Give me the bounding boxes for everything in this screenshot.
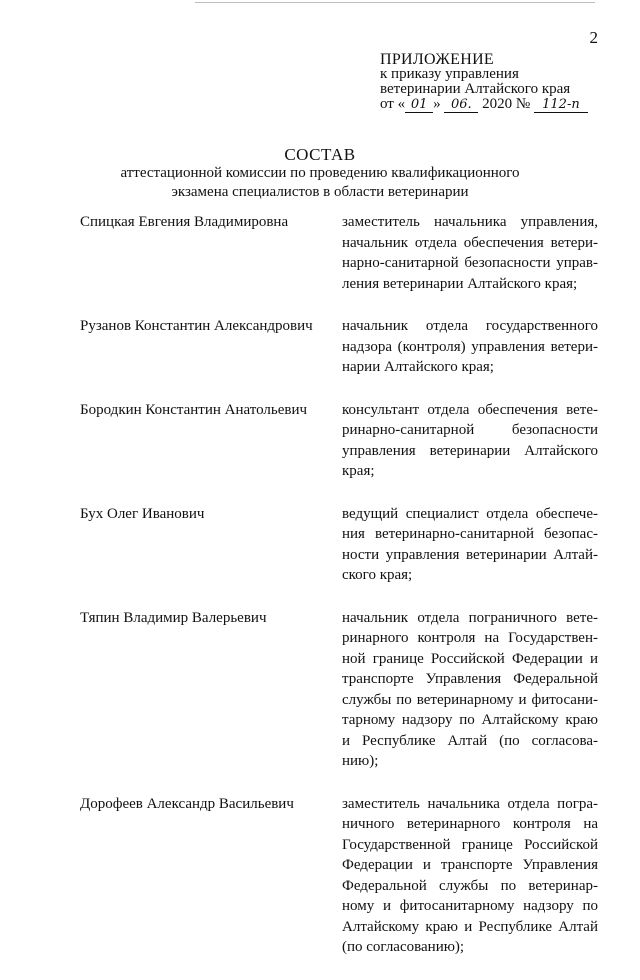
member-position-line: ния ветеринарно-санитарной безопас- [342, 526, 598, 542]
member-name: Бух Олег Иванович [80, 505, 205, 522]
appendix-line-2: ветеринарии Алтайского края [380, 81, 571, 97]
member-position-line: ной границе Российской Федерации и [342, 650, 598, 667]
date-month-handwritten: 06. [444, 98, 478, 113]
member-position [342, 504, 598, 586]
member-row [80, 400, 600, 482]
document-subtitle [0, 164, 640, 202]
member-name: Спицкая Евгения Владимировна [80, 214, 289, 230]
member-position-line: края; [342, 463, 375, 479]
member-position-line: ринарно-санитарной безопасности [342, 422, 598, 438]
appendix-date-line [380, 97, 588, 113]
page-number: 2 [589, 28, 598, 47]
member-name: Тяпин Владимир Валерьевич [80, 609, 267, 626]
member-position-line: транспорте Управления Федеральной [342, 671, 598, 687]
members-list [80, 212, 600, 980]
member-position-line: нию); [342, 753, 379, 769]
member-position-line: ности управления ветеринарии Алтай- [342, 546, 598, 563]
member-position-line: начальник отдела пограничного вете- [342, 609, 598, 626]
member-position-line: заместитель начальника отдела погра- [342, 795, 598, 812]
member-position-line: ского края; [342, 567, 413, 583]
date-mid: » [433, 96, 441, 112]
member-position-line: ринарного контроля на Государствен- [342, 630, 598, 646]
member-position [342, 400, 598, 482]
member-row [80, 504, 600, 586]
subtitle-line: аттестационной комиссии по проведению квалификационного [120, 165, 520, 181]
member-row [80, 316, 600, 378]
member-position-line: и Республике Алтай (по согласова- [342, 732, 598, 749]
member-position-line: ведущий специалист отдела обеспече- [342, 505, 598, 522]
member-position-line: Федерации и транспорте Управления [342, 857, 598, 873]
appendix-title: ПРИЛОЖЕНИЕ [380, 51, 495, 68]
member-row [80, 794, 600, 958]
member-position-line: службы по ветеринарному и фитосани- [342, 691, 598, 708]
member-position-line: тарному надзору по Алтайскому краю [342, 712, 598, 728]
member-position-line: ному и фитосанитарному надзору по [342, 898, 598, 914]
appendix-block [380, 52, 588, 113]
member-row [80, 212, 600, 294]
date-year-no: 2020 № [482, 96, 531, 112]
member-position [342, 794, 598, 958]
order-number-handwritten: 112-п [534, 98, 588, 113]
member-position-line: нарно-санитарной безопасности управ- [342, 255, 598, 271]
member-name: Дорофеев Александр Васильевич [80, 795, 294, 812]
member-name: Бородкин Константин Анатольевич [80, 401, 308, 418]
member-position-line: консультант отдела обеспечения вете- [342, 401, 598, 418]
member-position-line: начальник отдела государственного [342, 318, 598, 334]
member-position-line: ления ветеринарии Алтайского края; [342, 275, 578, 292]
document-title: СОСТАВ [284, 145, 356, 164]
member-position [342, 608, 598, 772]
member-position-line: Государственной границе Российской [342, 836, 598, 853]
member-position-line: нарии Алтайского края; [342, 359, 494, 375]
member-position-line: надзора (контроля) управления ветери- [342, 338, 598, 355]
member-position [342, 316, 598, 378]
appendix-line-1: к приказу управления [380, 66, 519, 82]
member-name: Рузанов Константин Александрович [80, 318, 313, 334]
member-row [80, 608, 600, 772]
date-prefix: от « [380, 96, 406, 112]
member-position-line: ничного ветеринарного контроля на [342, 816, 598, 832]
member-position-line: Алтайскому краю и Республике Алтай [342, 918, 598, 935]
member-position-line: заместитель начальника управления, [342, 214, 598, 230]
member-position-line: начальник отдела обеспечения ветери- [342, 234, 598, 251]
member-position-line: Федеральной службы по ветеринар- [342, 877, 598, 894]
top-rule [195, 2, 595, 3]
member-position [342, 212, 598, 294]
member-position-line: управления ветеринарии Алтайского [342, 442, 598, 459]
subtitle-line: экзамена специалистов в области ветеринарии [171, 184, 469, 200]
member-position-line: (по согласованию); [342, 939, 465, 955]
date-day-handwritten: 01 [405, 98, 433, 113]
